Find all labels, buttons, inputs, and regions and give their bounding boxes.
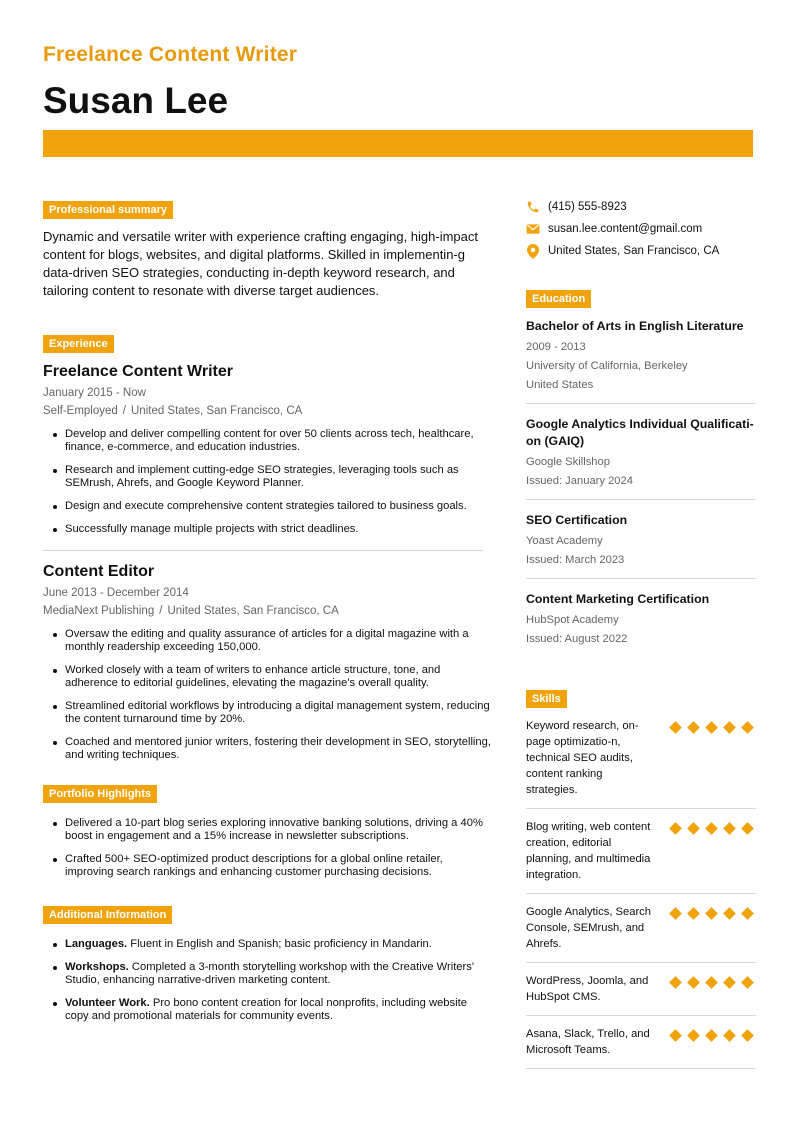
rating-diamond-icon bbox=[705, 721, 718, 734]
skill-rating bbox=[669, 904, 756, 952]
header-accent-bar bbox=[43, 130, 753, 157]
additional-item bbox=[43, 997, 493, 1023]
experience-section bbox=[43, 334, 493, 762]
portfolio-section bbox=[43, 784, 493, 879]
education-list bbox=[526, 318, 756, 657]
skill-row bbox=[526, 904, 756, 963]
rating-diamond-icon bbox=[687, 822, 700, 835]
rating-diamond-icon bbox=[723, 822, 736, 835]
job-company: Self-Employed bbox=[43, 405, 118, 417]
additional-tag: Additional Information bbox=[43, 906, 172, 924]
contact-email bbox=[526, 222, 756, 236]
summary-section bbox=[43, 200, 493, 300]
rating-diamond-icon bbox=[687, 1029, 700, 1042]
job-dates: January 2015 - Now bbox=[43, 387, 146, 399]
education-item-title: Bachelor of Arts in English Literature bbox=[526, 319, 744, 333]
portfolio-tag: Portfolio Highlights bbox=[43, 785, 157, 803]
job-company: MediaNext Publishing bbox=[43, 605, 155, 617]
job-title: Content Editor bbox=[43, 563, 155, 580]
education-item-line: United States bbox=[526, 379, 594, 391]
job-divider bbox=[43, 550, 483, 551]
job-bullet: Successfully manage multiple projects with strict deadlines. bbox=[43, 523, 493, 536]
job-bullet: Streamlined editorial workflows by introducing a digital management system, reducing the content turnaround time by 20%. bbox=[43, 700, 493, 726]
additional-item-text: Pro bono content creation for local nonprofits, including website copy and promotional materials for community events. bbox=[65, 997, 467, 1022]
job-bullet: Research and implement cutting-edge SEO strategies, leveraging tools such as SEMrush, Ahrefs, and Google Keyword Planner. bbox=[43, 464, 493, 490]
education-item-line: HubSpot Academy bbox=[526, 614, 619, 626]
education-section bbox=[526, 289, 756, 657]
skill-text: Google Analytics, Search Console, SEMrush, and Ahrefs. bbox=[526, 906, 651, 950]
education-item bbox=[526, 512, 756, 579]
rating-diamond-icon bbox=[705, 976, 718, 989]
skill-row bbox=[526, 718, 756, 809]
skill-rating bbox=[669, 1026, 756, 1058]
rating-diamond-icon bbox=[687, 907, 700, 920]
skill-text: Keyword research, on-page optimizatio-n, technical SEO audits, content ranking strategies. bbox=[526, 720, 639, 796]
education-item bbox=[526, 318, 756, 404]
rating-diamond-icon bbox=[723, 721, 736, 734]
rating-diamond-icon bbox=[669, 907, 682, 920]
rating-diamond-icon bbox=[669, 721, 682, 734]
education-item-title: SEO Certification bbox=[526, 513, 628, 527]
additional-item-lead: Languages. bbox=[65, 938, 128, 950]
job-bullet: Oversaw the editing and quality assurance of articles for a digital magazine with a monthly readership exceeding 150,000. bbox=[43, 628, 493, 654]
job-bullet: Design and execute comprehensive content strategies tailored to business goals. bbox=[43, 500, 493, 513]
job-location: United States, San Francisco, CA bbox=[167, 605, 339, 617]
skill-row bbox=[526, 819, 756, 894]
rating-diamond-icon bbox=[705, 907, 718, 920]
rating-diamond-icon bbox=[723, 907, 736, 920]
education-item-line: Google Skillshop bbox=[526, 456, 610, 468]
resume-role-title: Freelance Content Writer bbox=[43, 43, 298, 66]
contact-email-text: susan.lee.content@gmail.com bbox=[548, 223, 703, 235]
education-item-line: 2009 - 2013 bbox=[526, 341, 586, 353]
skill-rating bbox=[669, 819, 756, 883]
rating-diamond-icon bbox=[669, 976, 682, 989]
job-bullets bbox=[43, 428, 493, 536]
education-item-line: Issued: January 2024 bbox=[526, 475, 633, 487]
job-entry bbox=[43, 563, 493, 762]
additional-section bbox=[43, 905, 493, 1023]
job-bullet: Develop and deliver compelling content for over 50 clients across tech, healthcare, finance, e-commerce, and education industries. bbox=[43, 428, 493, 454]
portfolio-bullet: Crafted 500+ SEO-optimized product descriptions for a global online retailer, improving search rankings and enhancing customer purchasing decisions. bbox=[43, 853, 493, 879]
rating-diamond-icon bbox=[723, 976, 736, 989]
skills-tag: Skills bbox=[526, 690, 567, 708]
rating-diamond-icon bbox=[687, 976, 700, 989]
skills-section bbox=[526, 689, 756, 1069]
portfolio-bullet: Delivered a 10-part blog series exploring innovative banking solutions, driving a 40% boost in engagement and a 15% increase in newsletter subscriptions. bbox=[43, 817, 493, 843]
additional-item-lead: Workshops. bbox=[65, 961, 129, 973]
job-title: Freelance Content Writer bbox=[43, 363, 233, 380]
skill-row bbox=[526, 973, 756, 1016]
skill-text: Blog writing, web content creation, editorial planning, and multimedia integration. bbox=[526, 821, 651, 881]
skills-list bbox=[526, 718, 756, 1069]
experience-tag: Experience bbox=[43, 335, 114, 353]
rating-diamond-icon bbox=[741, 822, 754, 835]
candidate-name: Susan Lee bbox=[43, 80, 229, 121]
phone-icon bbox=[526, 200, 540, 214]
education-item-line: University of California, Berkeley bbox=[526, 360, 688, 372]
education-item bbox=[526, 416, 756, 500]
additional-item-lead: Volunteer Work. bbox=[65, 997, 150, 1009]
skill-row bbox=[526, 1026, 756, 1069]
summary-tag: Professional summary bbox=[43, 201, 173, 219]
job-bullets bbox=[43, 628, 493, 762]
contact-phone-text: (415) 555-8923 bbox=[548, 201, 627, 213]
skill-rating bbox=[669, 973, 756, 1005]
job-location: United States, San Francisco, CA bbox=[131, 405, 303, 417]
job-dates: June 2013 - December 2014 bbox=[43, 587, 189, 599]
rating-diamond-icon bbox=[669, 822, 682, 835]
contact-phone bbox=[526, 200, 756, 214]
job-company-location: Self-Employed / United States, San Francisco, CA bbox=[43, 405, 303, 417]
education-item bbox=[526, 591, 756, 657]
job-bullet: Coached and mentored junior writers, fostering their development in SEO, storytelling, and writing techniques. bbox=[43, 736, 493, 762]
portfolio-bullets bbox=[43, 817, 493, 879]
education-item-title: Google Analytics Individual Qualificati-on (GAIQ) bbox=[526, 417, 754, 448]
summary-text: Dynamic and versatile writer with experience crafting engaging, high-impact content for blogs, websites, and digital platforms. Skilled in implementin-g data-driven SEO strategies, conducting in-depth keyword research, and tailoring content to resonate with diverse target audiences. bbox=[43, 229, 478, 298]
skill-rating bbox=[669, 718, 756, 798]
additional-item-text: Completed a 3-month storytelling workshop with the Creative Writers' Studio, enhancing narrative-driven marketing content. bbox=[65, 961, 474, 986]
rating-diamond-icon bbox=[723, 1029, 736, 1042]
rating-diamond-icon bbox=[669, 1029, 682, 1042]
additional-item bbox=[43, 961, 493, 987]
additional-bullets bbox=[43, 938, 493, 1023]
rating-diamond-icon bbox=[741, 721, 754, 734]
left-column bbox=[43, 200, 493, 1033]
rating-diamond-icon bbox=[705, 1029, 718, 1042]
education-tag: Education bbox=[526, 290, 591, 308]
rating-diamond-icon bbox=[741, 907, 754, 920]
education-item-title: Content Marketing Certification bbox=[526, 592, 710, 606]
rating-diamond-icon bbox=[741, 1029, 754, 1042]
rating-diamond-icon bbox=[687, 721, 700, 734]
contact-location bbox=[526, 244, 756, 258]
job-bullet: Worked closely with a team of writers to enhance article structure, tone, and adherence to editorial guidelines, elevating the magazine's overall quality. bbox=[43, 664, 493, 690]
skill-text: Asana, Slack, Trello, and Microsoft Teams. bbox=[526, 1028, 650, 1056]
location-pin-icon bbox=[526, 244, 540, 258]
rating-diamond-icon bbox=[741, 976, 754, 989]
right-column bbox=[526, 200, 756, 1079]
additional-item bbox=[43, 938, 493, 951]
mail-icon bbox=[526, 222, 540, 236]
additional-item-text: Fluent in English and Spanish; basic proficiency in Mandarin. bbox=[127, 938, 432, 950]
education-item-line: Issued: March 2023 bbox=[526, 554, 625, 566]
education-item-line: Issued: August 2022 bbox=[526, 633, 628, 645]
skill-text: WordPress, Joomla, and HubSpot CMS. bbox=[526, 975, 649, 1003]
contact-section bbox=[526, 200, 756, 258]
job-entry bbox=[43, 363, 493, 536]
job-company-location: MediaNext Publishing / United States, San Francisco, CA bbox=[43, 605, 339, 617]
education-item-line: Yoast Academy bbox=[526, 535, 603, 547]
contact-location-text: United States, San Francisco, CA bbox=[548, 245, 720, 257]
rating-diamond-icon bbox=[705, 822, 718, 835]
